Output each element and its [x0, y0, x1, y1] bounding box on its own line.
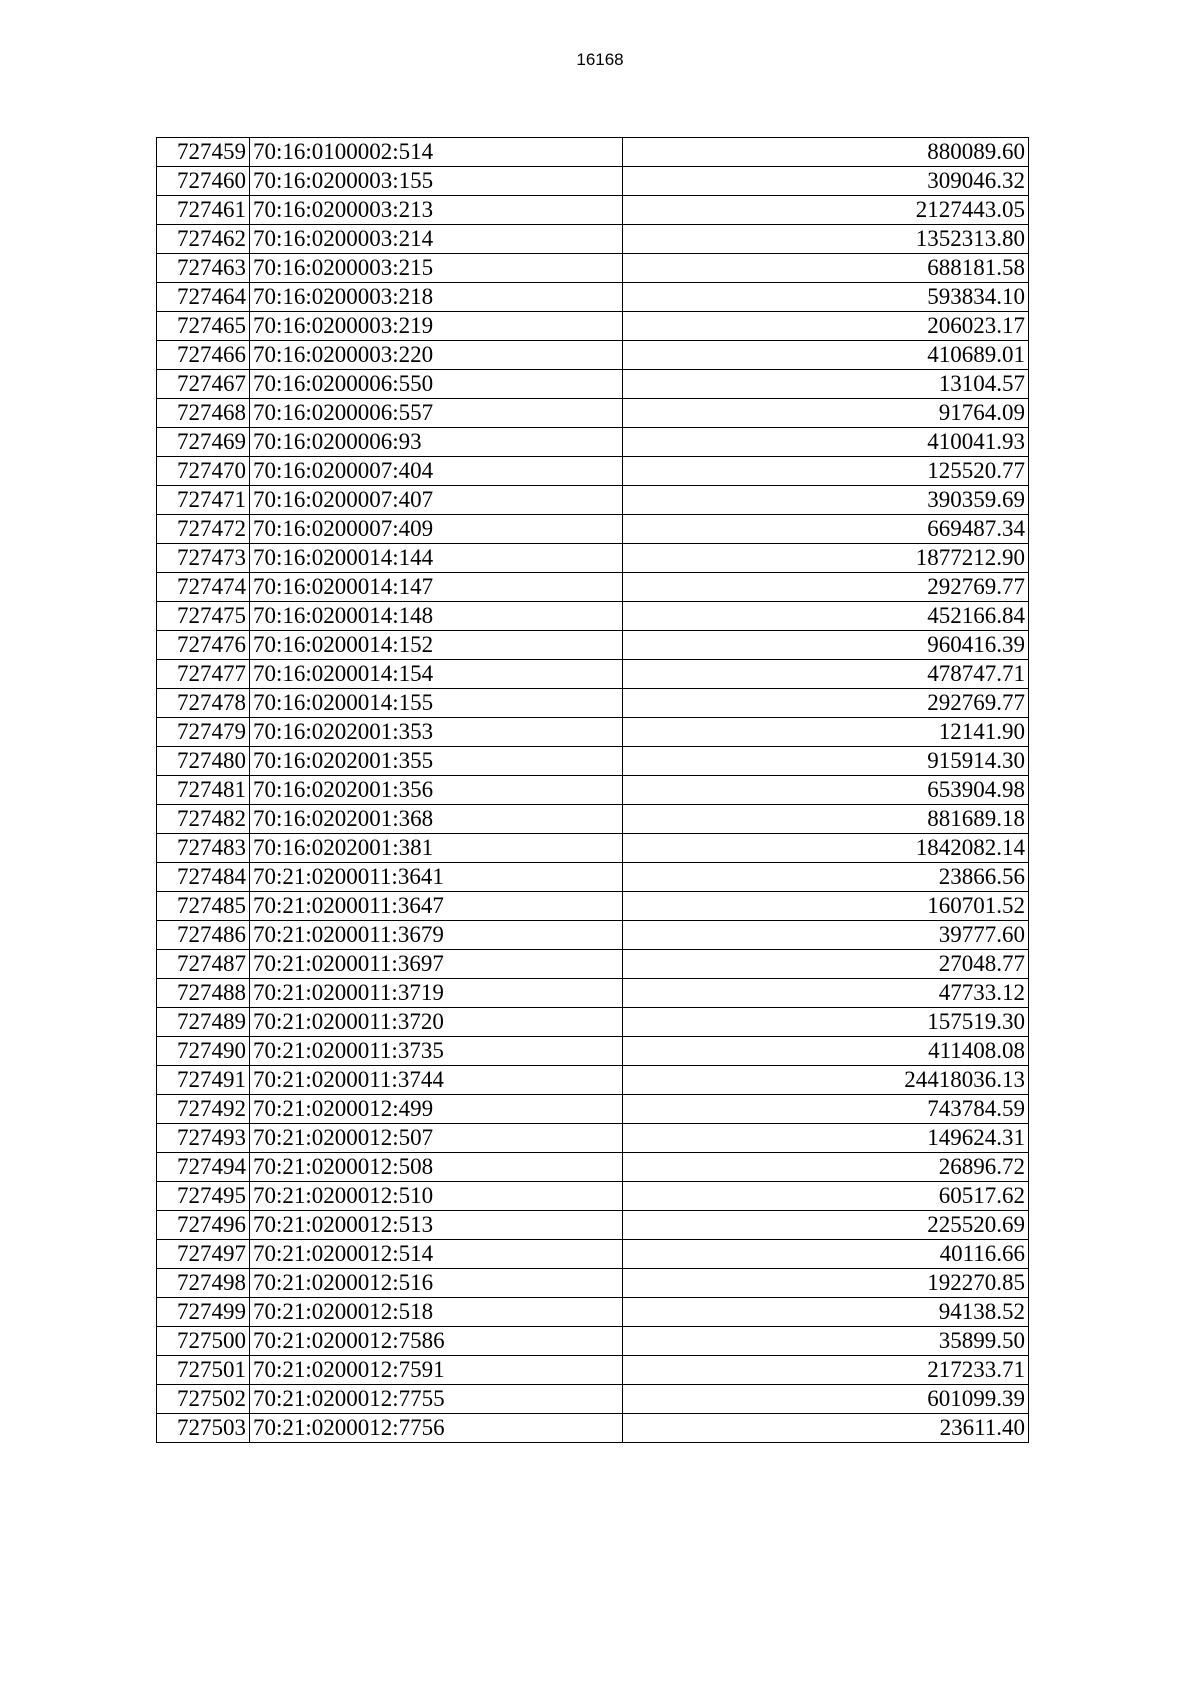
table-row	[157, 602, 1029, 631]
cadastral-number-cell: 70:21:0200011:3744	[250, 1066, 623, 1095]
table-row	[157, 1240, 1029, 1269]
table-row	[157, 544, 1029, 573]
value-cell: 160701.52	[623, 892, 1029, 921]
table-row	[157, 515, 1029, 544]
row-id-cell: 727489	[157, 1008, 250, 1037]
cadastral-number-cell: 70:21:0200012:7591	[250, 1356, 623, 1385]
cadastral-number-cell: 70:21:0200011:3719	[250, 979, 623, 1008]
table-row	[157, 1124, 1029, 1153]
table-row	[157, 1066, 1029, 1095]
value-cell: 35899.50	[623, 1327, 1029, 1356]
table-row	[157, 950, 1029, 979]
row-id-cell: 727497	[157, 1240, 250, 1269]
row-id-cell: 727466	[157, 341, 250, 370]
cadastral-number-cell: 70:16:0200014:152	[250, 631, 623, 660]
cadastral-number-cell: 70:16:0200003:218	[250, 283, 623, 312]
table-row	[157, 1269, 1029, 1298]
cadastral-number-cell: 70:21:0200012:7756	[250, 1414, 623, 1443]
value-cell: 2127443.05	[623, 196, 1029, 225]
table-row	[157, 1182, 1029, 1211]
table-row	[157, 399, 1029, 428]
table-row	[157, 776, 1029, 805]
cadastral-number-cell: 70:16:0200003:219	[250, 312, 623, 341]
cadastral-number-cell: 70:16:0200007:407	[250, 486, 623, 515]
table-row	[157, 979, 1029, 1008]
data-table	[156, 137, 1029, 1443]
table-row	[157, 747, 1029, 776]
cadastral-number-cell: 70:16:0200003:220	[250, 341, 623, 370]
row-id-cell: 727496	[157, 1211, 250, 1240]
cadastral-number-cell: 70:16:0202001:355	[250, 747, 623, 776]
cadastral-number-cell: 70:16:0200006:93	[250, 428, 623, 457]
value-cell: 593834.10	[623, 283, 1029, 312]
cadastral-number-cell: 70:21:0200012:508	[250, 1153, 623, 1182]
table-row	[157, 660, 1029, 689]
cadastral-number-cell: 70:16:0202001:381	[250, 834, 623, 863]
value-cell: 743784.59	[623, 1095, 1029, 1124]
cadastral-number-cell: 70:16:0200014:147	[250, 573, 623, 602]
cadastral-number-cell: 70:16:0200003:213	[250, 196, 623, 225]
table-row	[157, 254, 1029, 283]
cadastral-number-cell: 70:21:0200012:518	[250, 1298, 623, 1327]
value-cell: 149624.31	[623, 1124, 1029, 1153]
row-id-cell: 727470	[157, 457, 250, 486]
cadastral-number-cell: 70:21:0200012:507	[250, 1124, 623, 1153]
cadastral-number-cell: 70:16:0200003:215	[250, 254, 623, 283]
row-id-cell: 727502	[157, 1385, 250, 1414]
table-row	[157, 1327, 1029, 1356]
value-cell: 880089.60	[623, 138, 1029, 167]
value-cell: 411408.08	[623, 1037, 1029, 1066]
row-id-cell: 727472	[157, 515, 250, 544]
value-cell: 23866.56	[623, 863, 1029, 892]
value-cell: 292769.77	[623, 573, 1029, 602]
table-row	[157, 138, 1029, 167]
row-id-cell: 727473	[157, 544, 250, 573]
value-cell: 960416.39	[623, 631, 1029, 660]
row-id-cell: 727503	[157, 1414, 250, 1443]
table-row	[157, 1385, 1029, 1414]
value-cell: 157519.30	[623, 1008, 1029, 1037]
row-id-cell: 727478	[157, 689, 250, 718]
value-cell: 410041.93	[623, 428, 1029, 457]
table-row	[157, 457, 1029, 486]
table-row	[157, 834, 1029, 863]
cadastral-number-cell: 70:16:0200003:214	[250, 225, 623, 254]
cadastral-number-cell: 70:16:0200006:557	[250, 399, 623, 428]
table-row	[157, 1356, 1029, 1385]
value-cell: 192270.85	[623, 1269, 1029, 1298]
cadastral-number-cell: 70:16:0200014:155	[250, 689, 623, 718]
cadastral-number-cell: 70:21:0200012:499	[250, 1095, 623, 1124]
table-row	[157, 428, 1029, 457]
value-cell: 478747.71	[623, 660, 1029, 689]
table-row	[157, 718, 1029, 747]
table-row	[157, 1037, 1029, 1066]
value-cell: 601099.39	[623, 1385, 1029, 1414]
cadastral-number-cell: 70:21:0200012:510	[250, 1182, 623, 1211]
cadastral-number-cell: 70:16:0200014:154	[250, 660, 623, 689]
value-cell: 1842082.14	[623, 834, 1029, 863]
table-row	[157, 1211, 1029, 1240]
value-cell: 125520.77	[623, 457, 1029, 486]
row-id-cell: 727463	[157, 254, 250, 283]
table-row	[157, 805, 1029, 834]
cadastral-number-cell: 70:21:0200011:3735	[250, 1037, 623, 1066]
page-number: 16168	[576, 50, 624, 69]
value-cell: 669487.34	[623, 515, 1029, 544]
table-body	[157, 138, 1029, 1443]
row-id-cell: 727486	[157, 921, 250, 950]
row-id-cell: 727464	[157, 283, 250, 312]
row-id-cell: 727465	[157, 312, 250, 341]
row-id-cell: 727485	[157, 892, 250, 921]
value-cell: 12141.90	[623, 718, 1029, 747]
row-id-cell: 727490	[157, 1037, 250, 1066]
row-id-cell: 727491	[157, 1066, 250, 1095]
cadastral-number-cell: 70:16:0200006:550	[250, 370, 623, 399]
value-cell: 91764.09	[623, 399, 1029, 428]
value-cell: 653904.98	[623, 776, 1029, 805]
value-cell: 60517.62	[623, 1182, 1029, 1211]
row-id-cell: 727500	[157, 1327, 250, 1356]
row-id-cell: 727484	[157, 863, 250, 892]
row-id-cell: 727467	[157, 370, 250, 399]
cadastral-number-cell: 70:16:0200014:144	[250, 544, 623, 573]
table-row	[157, 312, 1029, 341]
table-row	[157, 341, 1029, 370]
table-row	[157, 921, 1029, 950]
cadastral-number-cell: 70:21:0200011:3720	[250, 1008, 623, 1037]
table-row	[157, 1095, 1029, 1124]
row-id-cell: 727482	[157, 805, 250, 834]
row-id-cell: 727468	[157, 399, 250, 428]
row-id-cell: 727469	[157, 428, 250, 457]
cadastral-number-cell: 70:16:0202001:356	[250, 776, 623, 805]
table-row	[157, 1298, 1029, 1327]
row-id-cell: 727493	[157, 1124, 250, 1153]
row-id-cell: 727476	[157, 631, 250, 660]
value-cell: 39777.60	[623, 921, 1029, 950]
value-cell: 47733.12	[623, 979, 1029, 1008]
cadastral-number-cell: 70:21:0200012:516	[250, 1269, 623, 1298]
cadastral-number-cell: 70:21:0200012:514	[250, 1240, 623, 1269]
table-row	[157, 486, 1029, 515]
row-id-cell: 727492	[157, 1095, 250, 1124]
cadastral-number-cell: 70:16:0200014:148	[250, 602, 623, 631]
value-cell: 26896.72	[623, 1153, 1029, 1182]
row-id-cell: 727460	[157, 167, 250, 196]
cadastral-number-cell: 70:21:0200011:3647	[250, 892, 623, 921]
cadastral-number-cell: 70:21:0200011:3697	[250, 950, 623, 979]
value-cell: 881689.18	[623, 805, 1029, 834]
value-cell: 225520.69	[623, 1211, 1029, 1240]
row-id-cell: 727477	[157, 660, 250, 689]
value-cell: 206023.17	[623, 312, 1029, 341]
value-cell: 24418036.13	[623, 1066, 1029, 1095]
value-cell: 94138.52	[623, 1298, 1029, 1327]
row-id-cell: 727475	[157, 602, 250, 631]
row-id-cell: 727471	[157, 486, 250, 515]
table-row	[157, 631, 1029, 660]
value-cell: 13104.57	[623, 370, 1029, 399]
cadastral-number-cell: 70:16:0100002:514	[250, 138, 623, 167]
table-row	[157, 370, 1029, 399]
row-id-cell: 727483	[157, 834, 250, 863]
row-id-cell: 727487	[157, 950, 250, 979]
cadastral-number-cell: 70:21:0200012:7755	[250, 1385, 623, 1414]
row-id-cell: 727494	[157, 1153, 250, 1182]
value-cell: 309046.32	[623, 167, 1029, 196]
table-row	[157, 1153, 1029, 1182]
value-cell: 410689.01	[623, 341, 1029, 370]
table-row	[157, 1414, 1029, 1443]
cadastral-number-cell: 70:21:0200011:3679	[250, 921, 623, 950]
row-id-cell: 727495	[157, 1182, 250, 1211]
cadastral-number-cell: 70:16:0200007:404	[250, 457, 623, 486]
row-id-cell: 727480	[157, 747, 250, 776]
value-cell: 292769.77	[623, 689, 1029, 718]
cadastral-number-cell: 70:16:0200007:409	[250, 515, 623, 544]
row-id-cell: 727474	[157, 573, 250, 602]
cadastral-number-cell: 70:21:0200012:513	[250, 1211, 623, 1240]
row-id-cell: 727501	[157, 1356, 250, 1385]
row-id-cell: 727461	[157, 196, 250, 225]
row-id-cell: 727498	[157, 1269, 250, 1298]
table-row	[157, 573, 1029, 602]
cadastral-number-cell: 70:16:0202001:368	[250, 805, 623, 834]
row-id-cell: 727488	[157, 979, 250, 1008]
cadastral-number-cell: 70:21:0200011:3641	[250, 863, 623, 892]
value-cell: 390359.69	[623, 486, 1029, 515]
cadastral-number-cell: 70:21:0200012:7586	[250, 1327, 623, 1356]
row-id-cell: 727459	[157, 138, 250, 167]
table-row	[157, 196, 1029, 225]
row-id-cell: 727479	[157, 718, 250, 747]
value-cell: 688181.58	[623, 254, 1029, 283]
table-row	[157, 167, 1029, 196]
value-cell: 452166.84	[623, 602, 1029, 631]
table-row	[157, 225, 1029, 254]
value-cell: 23611.40	[623, 1414, 1029, 1443]
value-cell: 915914.30	[623, 747, 1029, 776]
table-row	[157, 892, 1029, 921]
table-row	[157, 689, 1029, 718]
cadastral-number-cell: 70:16:0202001:353	[250, 718, 623, 747]
table-row	[157, 863, 1029, 892]
value-cell: 1877212.90	[623, 544, 1029, 573]
value-cell: 40116.66	[623, 1240, 1029, 1269]
row-id-cell: 727462	[157, 225, 250, 254]
table-row	[157, 1008, 1029, 1037]
table-row	[157, 283, 1029, 312]
value-cell: 27048.77	[623, 950, 1029, 979]
row-id-cell: 727499	[157, 1298, 250, 1327]
value-cell: 217233.71	[623, 1356, 1029, 1385]
cadastral-number-cell: 70:16:0200003:155	[250, 167, 623, 196]
value-cell: 1352313.80	[623, 225, 1029, 254]
row-id-cell: 727481	[157, 776, 250, 805]
